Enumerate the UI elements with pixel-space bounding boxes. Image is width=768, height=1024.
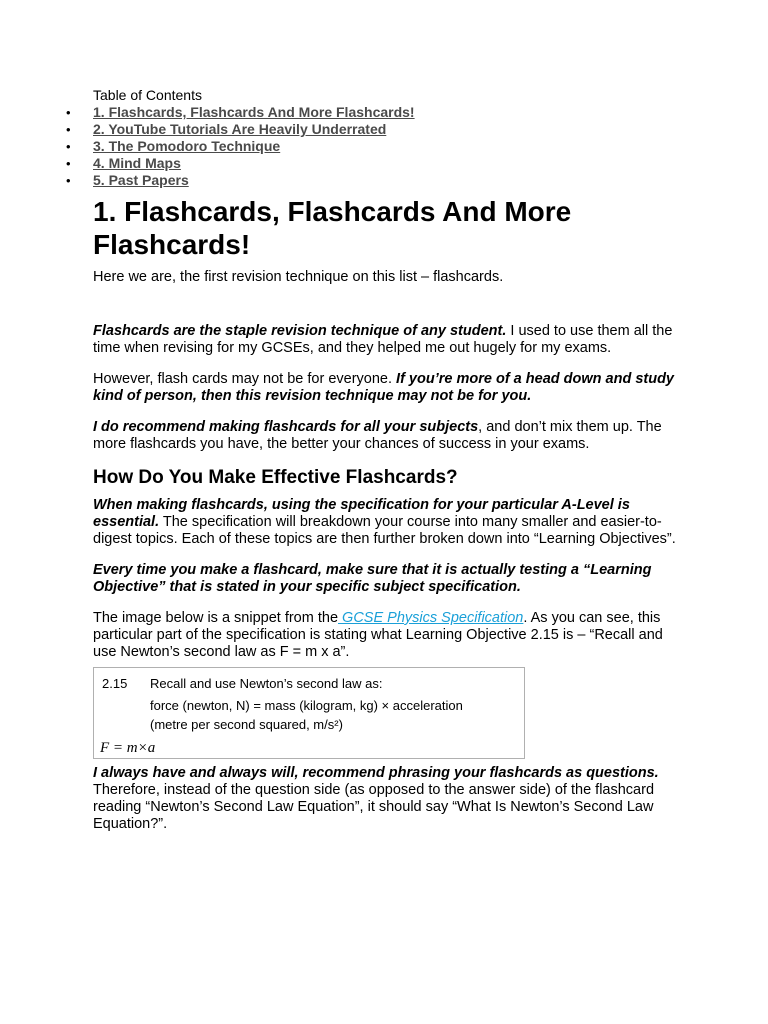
paragraph bbox=[93, 323, 683, 357]
toc-link-flashcards[interactable]: 1. Flashcards, Flashcards And More Flashcards! bbox=[93, 104, 415, 120]
section-heading-flashcards: 1. Flashcards, Flashcards And More Flashcards! bbox=[93, 196, 572, 260]
table-of-contents bbox=[66, 104, 683, 189]
body-text: Therefore, instead of the question side (as opposed to the answer side) of the flashcard reading “Newton’s Second Law Equation”, it should say “What Is Newton’s Second Law Equation?”. bbox=[93, 782, 655, 832]
formula: F = m×a bbox=[100, 740, 156, 756]
article-content bbox=[66, 87, 683, 847]
emphasis-text: I always have and always will, recommend phrasing your flashcards as questions. bbox=[93, 765, 659, 781]
objective-line: force (newton, N) = mass (kilogram, kg) × acceleration bbox=[150, 698, 463, 713]
toc-item bbox=[66, 121, 683, 138]
intro-paragraph: Here we are, the first revision technique on this list – flashcards. bbox=[93, 269, 504, 285]
paragraph bbox=[93, 765, 683, 833]
toc-item bbox=[66, 172, 683, 189]
toc-item bbox=[66, 155, 683, 172]
toc-link-youtube[interactable]: 2. YouTube Tutorials Are Heavily Underrated bbox=[93, 121, 387, 137]
bullet-icon: • bbox=[66, 105, 71, 120]
paragraph bbox=[93, 610, 683, 661]
objective-line: Recall and use Newton’s second law as: bbox=[150, 676, 383, 691]
bullet-icon: • bbox=[66, 122, 71, 137]
paragraph bbox=[93, 371, 683, 405]
specification-snippet-image bbox=[93, 667, 525, 759]
toc-link-mind-maps[interactable]: 4. Mind Maps bbox=[93, 155, 181, 171]
emphasis-text: When making flashcards, using the specification for your particular A-Level is essential. bbox=[93, 497, 630, 530]
body-text: . As you can see, this particular part of the specification is stating what Learning Objective 2.15 is – “Recall and use Newton’s second law as F = m x a”. bbox=[93, 610, 663, 660]
body-text: I used to use them all the time when revising for my GCSEs, and they helped me out hugely for my exams. bbox=[93, 323, 673, 356]
emphasis-text: Every time you make a flashcard, make sure that it is actually testing a “Learning Objective” that is stated in your specific subject specification. bbox=[93, 562, 652, 595]
objective-code: 2.15 bbox=[102, 676, 128, 691]
paragraph bbox=[93, 562, 683, 596]
bullet-icon: • bbox=[66, 173, 71, 188]
emphasis-text: Flashcards are the staple revision technique of any student. bbox=[93, 323, 507, 339]
toc-link-pomodoro[interactable]: 3. The Pomodoro Technique bbox=[93, 138, 281, 154]
gcse-physics-specification-link[interactable]: GCSE Physics Specification bbox=[338, 610, 524, 626]
bullet-icon: • bbox=[66, 156, 71, 171]
body-text: However, flash cards may not be for everyone. bbox=[93, 371, 397, 387]
emphasis-text: I do recommend making flashcards for all your subjects bbox=[93, 419, 479, 435]
bullet-icon: • bbox=[66, 139, 71, 154]
body-text: , and don’t mix them up. The more flashcards you have, the better your chances of success in your exams. bbox=[93, 419, 662, 452]
paragraph bbox=[93, 497, 683, 548]
paragraph bbox=[93, 419, 683, 453]
toc-link-past-papers[interactable]: 5. Past Papers bbox=[93, 172, 189, 188]
body-text: The image below is a snippet from the bbox=[93, 610, 339, 626]
section-heading-effective-flashcards: How Do You Make Effective Flashcards? bbox=[93, 467, 458, 488]
emphasis-text: If you’re more of a head down and study kind of person, then this revision technique may not be for you. bbox=[93, 371, 674, 404]
toc-item bbox=[66, 138, 683, 155]
objective-line: (metre per second squared, m/s²) bbox=[150, 717, 343, 732]
toc-title: Table of Contents bbox=[93, 87, 202, 103]
toc-item bbox=[66, 104, 683, 121]
body-text: The specification will breakdown your course into many smaller and easier-to-digest topics. Each of these topics are then further broken down into “Learning Objectives”. bbox=[93, 514, 676, 547]
